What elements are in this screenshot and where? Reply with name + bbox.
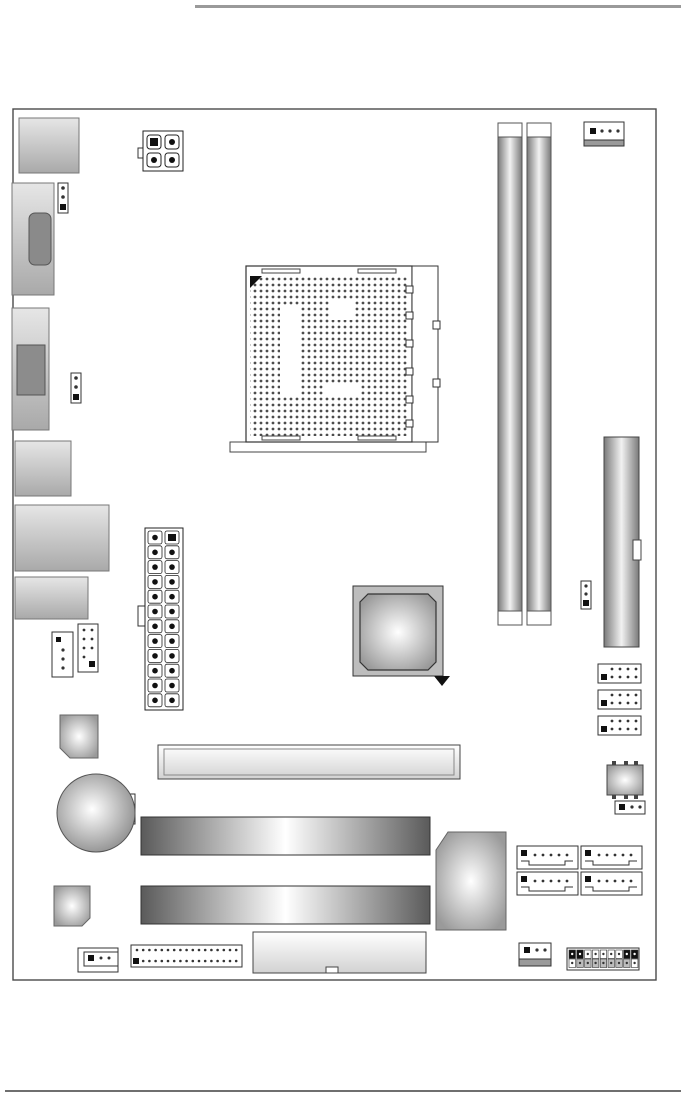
jumper-ide <box>581 581 591 609</box>
bios-chip <box>607 761 643 799</box>
lan-usb-ports <box>15 505 109 571</box>
header-rule <box>195 5 681 8</box>
lpt-header <box>253 932 426 973</box>
floppy-connector <box>131 945 242 967</box>
jumper-vga <box>58 183 68 213</box>
atx-24pin-power <box>138 528 183 710</box>
clock-gen-chip <box>60 715 98 758</box>
pcie-slot-1 <box>141 817 430 855</box>
cpu-socket <box>230 266 440 452</box>
dimm-slot-2 <box>527 123 551 625</box>
atx-4pin-power <box>138 131 183 171</box>
pci-slot <box>158 745 460 779</box>
jumper-serial <box>71 373 81 403</box>
footer-rule <box>5 1090 681 1092</box>
cpu-fan-header <box>584 122 624 146</box>
serial-port <box>12 308 49 430</box>
ps2-port <box>19 118 79 173</box>
northbridge-chip <box>353 586 450 686</box>
front-fan-header <box>519 943 551 966</box>
system-fan-header <box>78 948 118 972</box>
usb-headers <box>598 664 641 735</box>
dimm-slot-1 <box>498 123 522 625</box>
audio-codec-chip <box>54 886 90 926</box>
jumper-cmos <box>615 801 645 814</box>
cmos-battery <box>57 774 135 852</box>
audio-ports <box>15 577 88 619</box>
front-audio-header <box>78 624 98 672</box>
usb-ports <box>15 441 71 496</box>
cd-in-header <box>52 632 73 677</box>
southbridge-chip <box>436 832 506 930</box>
ide-connector <box>604 437 641 647</box>
pcie-slot-2 <box>141 886 430 924</box>
vga-port <box>12 183 54 295</box>
front-panel-header <box>567 948 639 970</box>
